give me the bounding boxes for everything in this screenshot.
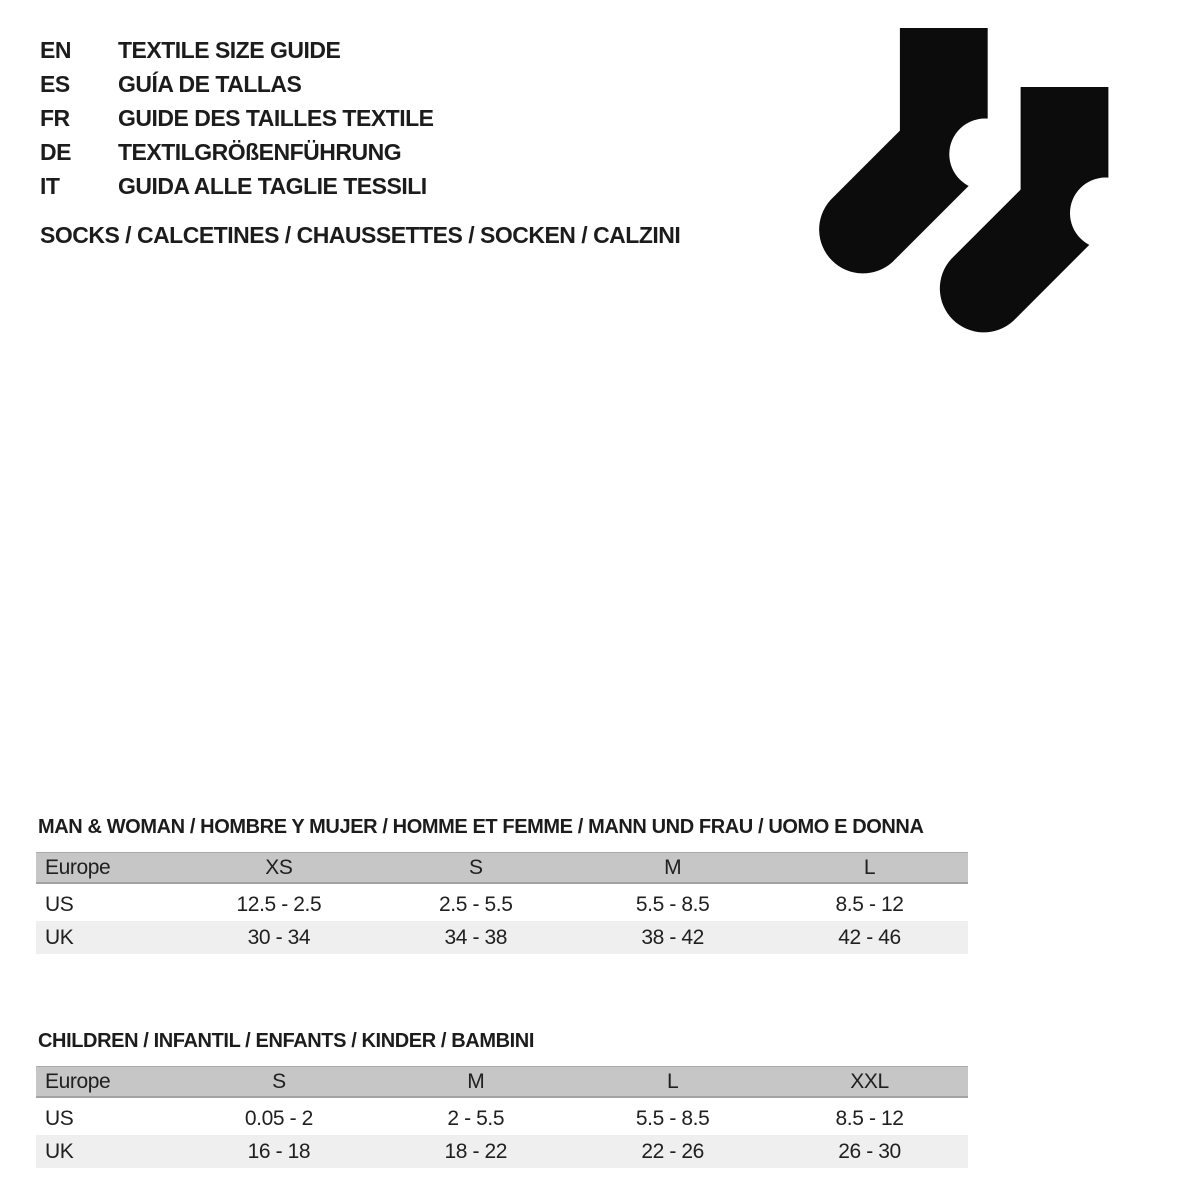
size-value: 5.5 - 8.5	[574, 884, 771, 921]
row-label: US	[36, 1098, 180, 1135]
table-header-row	[36, 1066, 968, 1098]
row-label: UK	[36, 921, 180, 954]
size-value: 38 - 42	[574, 921, 771, 954]
size-value: 0.05 - 2	[180, 1098, 377, 1135]
size-value: 22 - 26	[574, 1135, 771, 1168]
size-value: 5.5 - 8.5	[574, 1098, 771, 1135]
column-header: Europe	[36, 1066, 180, 1098]
size-value: 42 - 46	[771, 921, 968, 954]
row-label: UK	[36, 1135, 180, 1168]
language-title: GUÍA DE TALLAS	[118, 70, 302, 97]
column-header: L	[771, 852, 968, 884]
row-label: US	[36, 884, 180, 921]
size-value: 2 - 5.5	[377, 1098, 574, 1135]
column-header: M	[377, 1066, 574, 1098]
column-header: S	[180, 1066, 377, 1098]
table-header-row	[36, 852, 968, 884]
language-code: EN	[40, 36, 71, 63]
size-value: 12.5 - 2.5	[180, 884, 377, 921]
language-row-fr	[40, 101, 434, 135]
size-value: 8.5 - 12	[771, 884, 968, 921]
size-value: 8.5 - 12	[771, 1098, 968, 1135]
language-code: DE	[40, 138, 71, 165]
language-title: GUIDA ALLE TAGLIE TESSILI	[118, 172, 427, 199]
category-subtitle: SOCKS / CALCETINES / CHAUSSETTES / SOCKEN / CALZINI	[40, 222, 681, 248]
language-code: FR	[40, 104, 70, 131]
sock-heel-cutout	[949, 119, 1020, 190]
table-row-us	[36, 1098, 968, 1135]
size-table-children	[36, 1066, 968, 1168]
language-title: TEXTILGRÖßENFÜHRUNG	[118, 138, 402, 165]
table-row-uk	[36, 1135, 968, 1168]
socks-icon	[812, 28, 1114, 338]
language-title: TEXTILE SIZE GUIDE	[118, 36, 341, 63]
table-section-man-woman	[36, 816, 968, 954]
language-code: IT	[40, 172, 60, 199]
column-header: XXL	[771, 1066, 968, 1098]
column-header: S	[377, 852, 574, 884]
language-row-de	[40, 135, 434, 169]
language-row-es	[40, 67, 434, 101]
size-value: 16 - 18	[180, 1135, 377, 1168]
column-header: L	[574, 1066, 771, 1098]
table-row-uk	[36, 921, 968, 954]
language-code: ES	[40, 70, 70, 97]
size-value: 30 - 34	[180, 921, 377, 954]
table-row-us	[36, 884, 968, 921]
size-value: 34 - 38	[377, 921, 574, 954]
size-value: 26 - 30	[771, 1135, 968, 1168]
language-row-en	[40, 33, 434, 67]
table-section-children	[36, 1030, 968, 1168]
table-title: CHILDREN / INFANTIL / ENFANTS / KINDER / BAMBINI	[38, 1030, 534, 1052]
language-title: GUIDE DES TAILLES TEXTILE	[118, 104, 434, 131]
language-row-it	[40, 169, 434, 203]
language-title-list	[40, 33, 434, 203]
column-header: M	[574, 852, 771, 884]
size-value: 2.5 - 5.5	[377, 884, 574, 921]
column-header: XS	[180, 852, 377, 884]
size-table-man-woman	[36, 852, 968, 954]
size-value: 18 - 22	[377, 1135, 574, 1168]
table-title: MAN & WOMAN / HOMBRE Y MUJER / HOMME ET FEMME / MANN UND FRAU / UOMO E DONNA	[38, 816, 924, 838]
column-header: Europe	[36, 852, 180, 884]
